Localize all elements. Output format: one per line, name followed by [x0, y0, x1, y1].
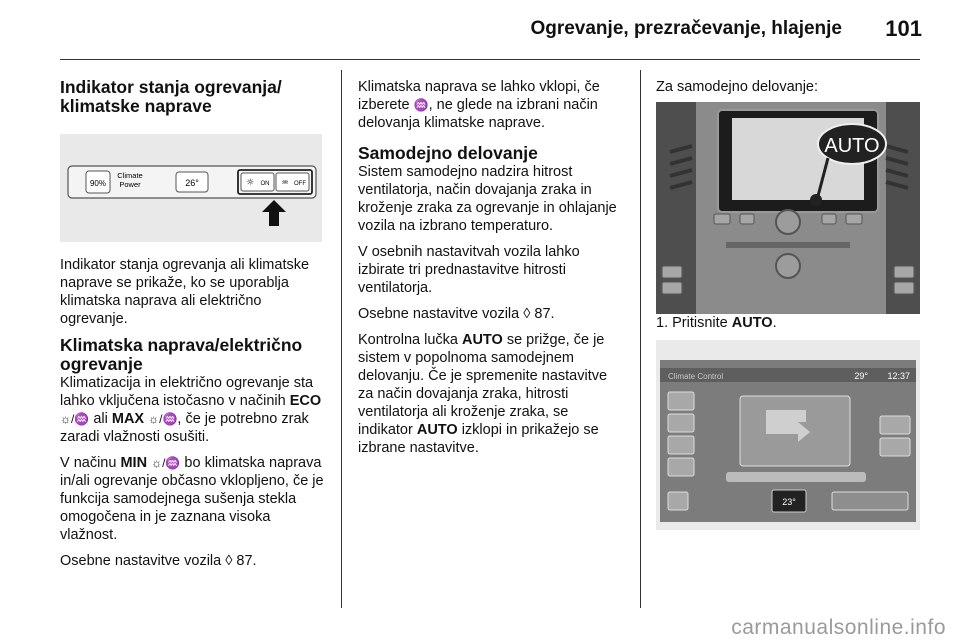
auto-indicator-paragraph: Kontrolna lučka AUTO se prižge, če je sistem v popolnoma samodejnem delovanju. Če je spremenite nastavitve za način dovajanja zraka, hitrosti ventilatorja ali kroženje zraka, se indikator AUTO izklopi in prikažejo se izbrane nastavitve.	[358, 332, 608, 456]
auto-label: AUTO	[461, 332, 503, 348]
screen-clock: 12:37	[887, 371, 910, 381]
left-column	[60, 78, 326, 578]
arrow-up-icon	[262, 200, 286, 226]
fig-defrost-icon: ♒	[281, 178, 289, 187]
sun-defrost-icon: ☼/♒	[151, 456, 181, 470]
fig-sun-icon: ☼	[245, 178, 255, 188]
fig-off-label: OFF	[294, 181, 306, 187]
dashboard-photo	[656, 102, 920, 314]
step-1: 1. Pritisnite AUTO.	[656, 315, 777, 331]
watermark: carmanualsonline.info	[731, 616, 946, 639]
page-reference-link[interactable]: ◊ 87.	[523, 306, 555, 322]
column-divider-1	[341, 70, 342, 608]
status-paragraph: Indikator stanja ogrevanja ali klimatske naprave se prikaže, ko se uporablja klimatska naprava ali električno ogrevanje.	[60, 257, 310, 327]
page-header	[0, 0, 960, 52]
max-label: MAX	[111, 411, 145, 427]
climate-panel-figure	[60, 134, 322, 242]
fig-temp-label: 26°	[185, 178, 199, 188]
auto-label: AUTO	[416, 422, 458, 438]
min-label: MIN	[120, 455, 148, 471]
ac-switch-paragraph: Klimatska naprava se lahko vklopi, če izberete ♒, ne glede na izbrani način delovanja klimatske naprave.	[358, 79, 600, 131]
fig-power-label: Power	[119, 180, 141, 189]
presets-paragraph: V osebnih nastavitvah vozila lahko izbirate tri prednastavitve hitrosti ventilatorja.	[358, 244, 580, 296]
auto-callout-label: AUTO	[824, 135, 880, 157]
section-heading-auto: Samodejno delovanje	[358, 143, 538, 163]
fig-on-label: ON	[260, 181, 270, 187]
fig-90-label: 90%	[89, 179, 107, 188]
column-divider-2	[640, 70, 641, 608]
auto-intro: Za samodejno delovanje:	[656, 79, 819, 95]
settings-reference-2: Osebne nastavitve vozila ◊ 87.	[358, 306, 555, 322]
auto-button-label: AUTO	[731, 315, 773, 331]
screen-title: Climate Control	[668, 372, 724, 381]
header-title: Ogrevanje, prezračevanje, hlajenje	[530, 18, 842, 39]
climate-screen-illustration	[656, 340, 920, 530]
settings-reference: Osebne nastavitve vozila ◊ 87.	[60, 553, 257, 569]
eco-label: ECO	[289, 393, 322, 409]
right-column	[656, 78, 920, 530]
min-paragraph: V načinu MIN ☼/♒ bo klimatska naprava in/ali ogrevanje občasno vklopljeno, če je funkcija samodejnega sušenja stekla omogočena in je zaznana visoka vlažnost.	[60, 455, 324, 543]
ac-paragraph: Klimatizacija in električno ogrevanje sta lahko vključena istočasno v načinih ECO ☼/♒ ali MAX ☼/♒, če je potrebno zrak zaradi vlažnosti osušiti.	[60, 375, 322, 445]
fig-climate-label: Climate	[117, 171, 143, 180]
page-reference-link[interactable]: ◊ 87.	[225, 553, 257, 569]
page-number: 101	[885, 16, 922, 41]
climate-panel-illustration	[60, 134, 322, 242]
step-number: 1.	[656, 315, 669, 331]
screen-set-temp: 23°	[782, 497, 796, 507]
climate-screen-figure	[656, 340, 920, 530]
section-heading-status-indicator: Indikator stanja ogrevanja/ klimatske naprave	[60, 77, 282, 116]
defrost-icon: ♒	[413, 98, 429, 112]
header-rule	[60, 59, 920, 60]
section-heading-ac: Klimatska naprava/električno ogrevanje	[60, 335, 303, 374]
dashboard-illustration	[656, 102, 920, 314]
auto-paragraph: Sistem samodejno nadzira hitrost ventilatorja, način dovajanja zraka in kroženje zraka za ogrevanje in ohlajanje vozila na izbrano temperaturo.	[358, 164, 617, 234]
screen-outside-temp: 29°	[854, 371, 868, 381]
middle-column	[358, 78, 626, 465]
sun-defrost-icon: ☼/♒	[148, 412, 178, 426]
sun-defrost-icon: ☼/♒	[60, 412, 90, 426]
